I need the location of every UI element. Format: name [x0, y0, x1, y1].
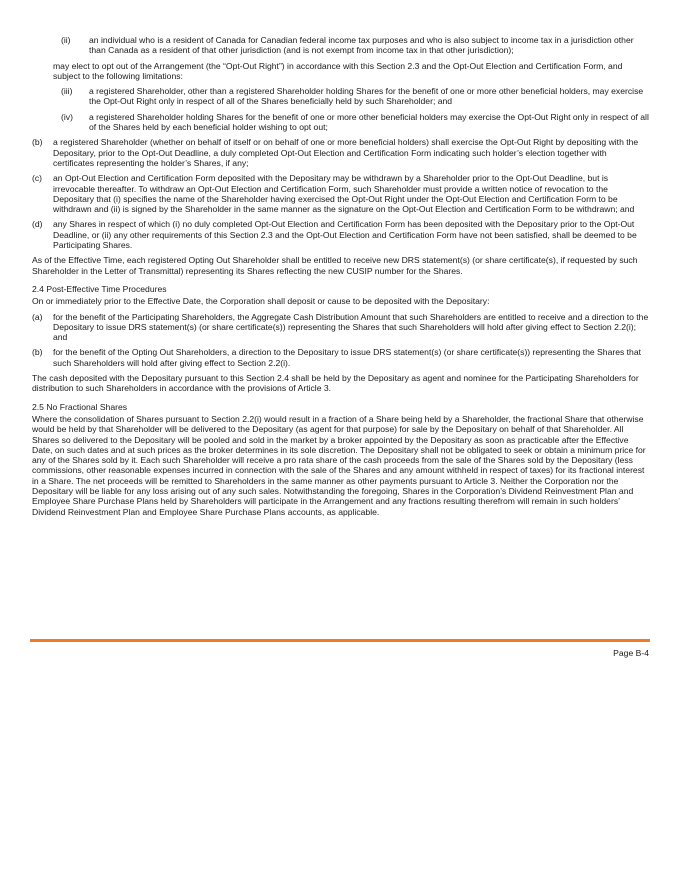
item-text: an individual who is a resident of Canada for Canadian federal income tax purposes and who is also subject to income tax in a jurisdiction other than Canada as a resident of that other jurisdiction (and is not exempt from income tax in that other jurisdiction); [89, 35, 634, 56]
item-marker: (ii) [61, 35, 71, 45]
sub-item-iv [32, 112, 650, 133]
item-marker: (c) [32, 173, 43, 184]
section-2-4-intro: On or immediately prior to the Effective Date, the Corporation shall deposit or cause to be deposited with the Depositary: [32, 296, 490, 307]
section-2-5-paragraph: Where the consolidation of Shares pursuant to Section 2.2(i) would result in a fraction of a Share being held by a Shareholder, the fractional Share that otherwise would be held by that Shareholder will be delivered to the Depositary (as agent for that purpose) for sale by the Depositary on behalf of that Shareholder. All Shares so delivered to the Depositary will be pooled and sold in the market by a broker appointed by the Depositary as soon as practicable after the Effective Date, on such dates and at such prices as the broker determines in its sole discretion. The Depositary shall not be obligated to seek or obtain a minimum price for any of the Shares sold by it. Each such Shareholder will receive a pro rata share of the cash proceeds from the sale of the Shares sold by the Depositary (less commissions, other reasonable expenses incurred in connection with the sale of the Shares and any amount withheld in respect of taxes) for its fractional interest in a Share. The net proceeds will be remitted to Shareholders in the same manner as other payments pursuant to Article 3. Neither the Corporation nor the Depositary will be liable for any loss arising out of any such sales. Notwithstanding the foregoing, Shares in the Corporation’s Dividend Reinvestment Plan and Employee Share Purchase Plans held by Shareholders will participate in the Arrangement and any fractions resulting therefrom will remain in such holders’ Dividend Reinvestment Plan and Employee Share Purchase Plans accounts, as applicable. [32, 413, 646, 517]
item-d [32, 219, 650, 250]
item-text: a registered Shareholder (whether on behalf of itself or on behalf of one or more beneficial holders) shall exercise the Opt-Out Right by depositing with the Depositary, prior to the Opt-Out Deadline, a duly completed Opt-Out Election and Certification Form indicating such holder’s election together with certificates representing the holder’s Shares, if any; [53, 137, 639, 168]
item-marker: (iii) [61, 86, 73, 97]
item-c [32, 173, 650, 214]
item-marker: (iv) [61, 111, 73, 122]
section-heading-2-5: 2.5 No Fractional Shares [32, 401, 128, 412]
item-text: for the benefit of the Opting Out Shareholders, a direction to the Depositary to issue DRS statement(s) (or share certificate(s)) representing the Shares that such Shareholders will hold after giving effect to Section 2.2(i). [53, 347, 642, 368]
item-text: any Shares in respect of which (i) no duly completed Opt-Out Election and Certification Form has been deposited with the Depositary prior to the Opt-Out Deadline, or (ii) any other requirements of this Section 2.3 and the Opt-Out Election and Certification Form have not been satisfied, shall be deemed to be Participating Shares. [53, 219, 637, 251]
sub-item-iii [32, 86, 650, 107]
section-2-4-paragraph: The cash deposited with the Depositary pursuant to this Section 2.4 shall be held by the Depositary as agent and nominee for the Participating Shareholders for distribution to such Shareholders in accordance with the provisions of Article 3. [32, 373, 639, 394]
item-marker: (b) [32, 137, 43, 148]
item-text: for the benefit of the Participating Shareholders, the Aggregate Cash Distribution Amount that such Shareholders are entitled to receive and a direction to the Depositary to issue DRS statement(s) (or share certificate(s)) representing the Shares that such Shareholders will hold after giving effect to Section 2.2(i); and [53, 311, 649, 343]
effective-time-paragraph: As of the Effective Time, each registered Opting Out Shareholder shall be entitled to receive new DRS statement(s) (or share certificate(s), if requested by such Shareholder in the Letter of Transmittal) representing its Shares reflecting the new CUSIP number for the Shares. [32, 255, 638, 276]
sub-item-ii [32, 35, 650, 56]
item-b [32, 137, 650, 168]
item-text: a registered Shareholder holding Shares for the benefit of one or more other beneficial holders may exercise the Opt-Out Right only in respect of all of the Shares held by each beneficial holder wishing to opt out; [89, 111, 649, 133]
s24-item-a [32, 312, 650, 343]
opt-out-right-paragraph: may elect to opt out of the Arrangement (the “Opt-Out Right”) in accordance with this Section 2.3 and the Opt-Out Election and Certification Form, and subject to the following limitations: [53, 60, 623, 81]
page-number: Page B-4 [613, 648, 649, 658]
item-marker: (a) [32, 311, 43, 322]
item-marker: (d) [32, 219, 43, 230]
item-text: a registered Shareholder, other than a registered Shareholder holding Shares for the benefit of one or more other beneficial holders, may exercise the Opt-Out Right only in respect of all of the Shares beneficially held by such Shareholder; and [89, 86, 644, 107]
section-heading-2-4: 2.4 Post-Effective Time Procedures [32, 283, 167, 294]
footer-rule [30, 639, 650, 642]
s24-item-b [32, 347, 650, 368]
item-marker: (b) [32, 347, 43, 358]
item-text: an Opt-Out Election and Certification Form deposited with the Depositary may be withdrawn by a Shareholder prior to the Opt-Out Deadline, but is irrevocable thereafter. To withdraw an Opt-Out Election and Certification Form, such Shareholder must provide a written notice of revocation to the Depositary that (i) specifies the name of the Shareholder having exercised the Opt-Out Right under the Opt-Out Election and Certification Form to be withdrawn and (ii) is signed by the Shareholder in the same manner as the signature on the Opt-Out Election and Certification Form to be withdrawn; and [53, 173, 635, 215]
document-body [32, 35, 650, 522]
